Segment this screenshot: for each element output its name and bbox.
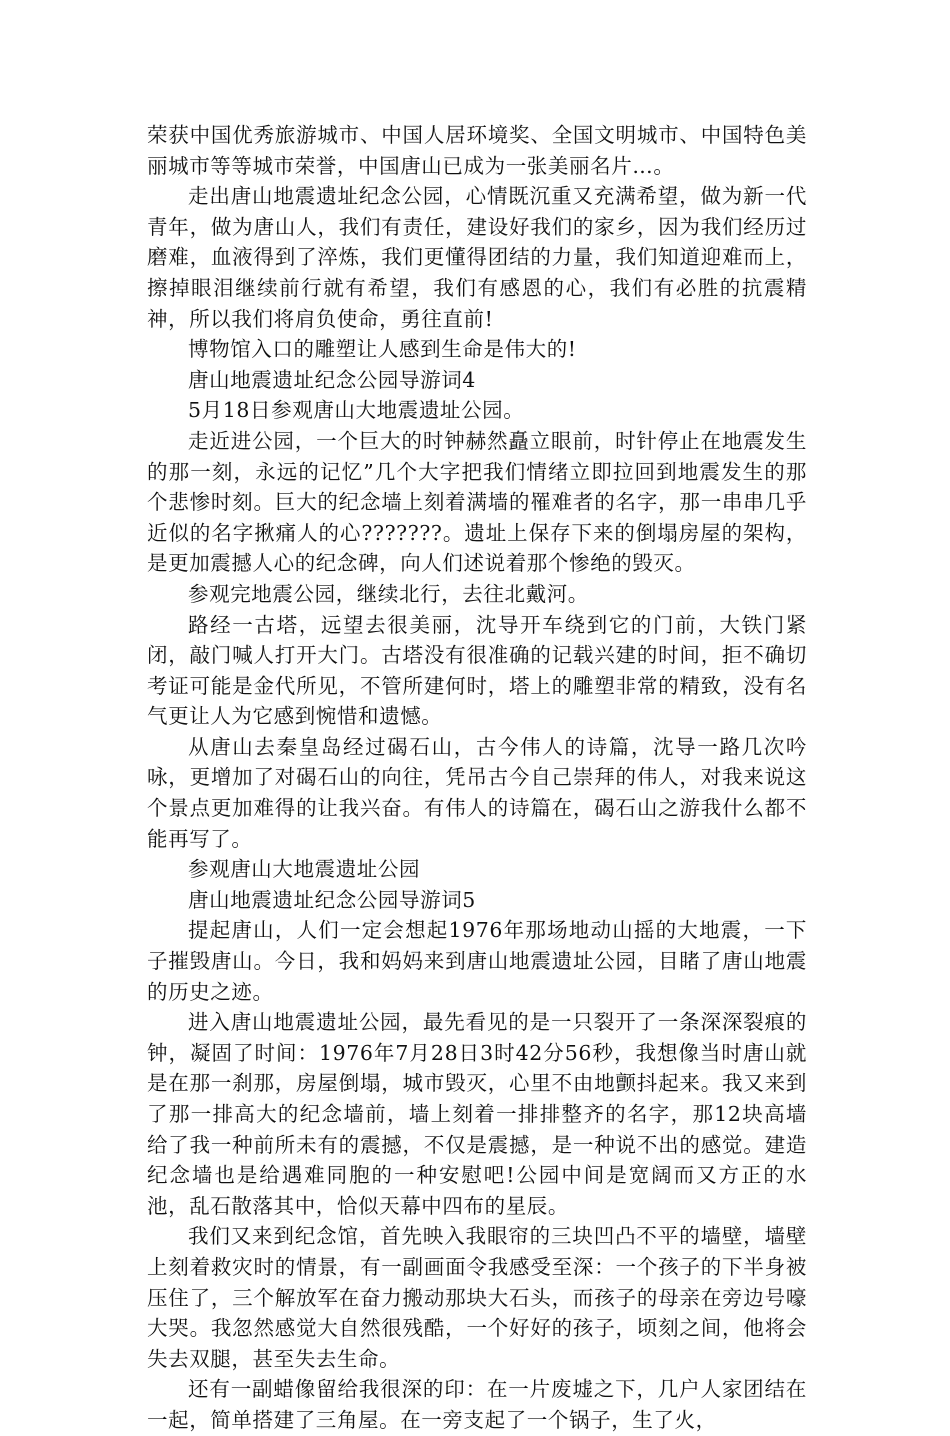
paragraph: 走出唐山地震遗址纪念公园，心情既沉重又充满希望，做为新一代青年，做为唐山人，我们有责任，建设好我们的家乡，因为我们经历过磨难，血液得到了淬炼，我们更懂得团结的力量，我们知道迎难而上，擦掉眼泪继续前行就有希望，我们有感恩的心，我们有必胜的抗震精神，所以我们将肩负使命，勇往直前!	[147, 184, 807, 331]
paragraph: 提起唐山，人们一定会想起1976年那场地动山摇的大地震，一下子摧毁唐山。今日，我和妈妈来到唐山地震遗址公园，目睹了唐山地震的历史之迹。	[147, 918, 807, 1004]
paragraph: 参观唐山大地震遗址公园	[188, 857, 421, 882]
paragraph: 我们又来到纪念馆，首先映入我眼帘的三块凹凸不平的墙壁，墙壁上刻着救灾时的情景，有一副画面令我感受至深：一个孩子的下半身被压住了，三个解放军在奋力搬动那块大石头，而孩子的母亲在旁边号嚎大哭。我忽然感觉大自然很残酷，一个好好的孩子，顷刻之间，他将会失去双腿，甚至失去生命。	[147, 1224, 807, 1371]
section-heading: 唐山地震遗址纪念公园导游词5	[188, 887, 476, 912]
section-heading: 唐山地震遗址纪念公园导游词4	[188, 367, 476, 392]
paragraph: 荣获中国优秀旅游城市、中国人居环境奖、全国文明城市、中国特色美丽城市等等城市荣誉，中国唐山已成为一张美丽名片…。	[147, 123, 807, 178]
paragraph: 路经一古塔，远望去很美丽，沈导开车绕到它的门前，大铁门紧闭，敲门喊人打开大门。古塔没有很准确的记载兴建的时间，拒不确切考证可能是金代所见，不管所建何时，塔上的雕塑非常的精致，没有名气更让人为它感到惋惜和遗憾。	[147, 612, 807, 729]
paragraph: 还有一副蜡像留给我很深的印：在一片废墟之下，几户人家团结在一起，简单搭建了三角屋。在一旁支起了一个锅子，生了火，	[147, 1377, 807, 1432]
paragraph: 博物馆入口的雕塑让人感到生命是伟大的!	[188, 337, 577, 362]
paragraph: 走近进公园，一个巨大的时钟赫然矗立眼前，时针停止在地震发生的那一刻，永远的记忆”几个大字把我们情绪立即拉回到地震发生的那个悲惨时刻。巨大的纪念墙上刻着满墙的罹难者的名字，那一串串几乎近似的名字揪痛人的心???????。遗址上保存下来的倒塌房屋的架构，是更加震撼人心的纪念碑，向人们述说着那个惨绝的毁灭。	[147, 428, 807, 576]
paragraph: 进入唐山地震遗址公园，最先看见的是一只裂开了一条深深裂痕的钟，凝固了时间：1976年7月28日3时42分56秒，我想像当时唐山就是在那一刹那，房屋倒塌，城市毁灭，心里不由地颤抖起来。我又来到了那一排高大的纪念墙前，墙上刻着一排排整齐的名字，那12块高墙给了我一种前所未有的震撼，不仅是震撼，是一种说不出的感觉。建造纪念墙也是给遇难同胞的一种安慰吧!公园中间是宽阔而又方正的水池，乱石散落其中，恰似天幕中四布的星辰。	[147, 1010, 807, 1218]
paragraph: 5月18日参观唐山大地震遗址公园。	[188, 398, 525, 423]
document-page	[147, 120, 807, 1436]
paragraph: 从唐山去秦皇岛经过碣石山，古今伟人的诗篇，沈导一路几次吟咏，更增加了对碣石山的向往，凭吊古今自己崇拜的伟人，对我来说这个景点更加难得的让我兴奋。有伟人的诗篇在，碣石山之游我什么都不能再写了。	[147, 734, 807, 851]
paragraph: 参观完地震公园，继续北行，去往北戴河。	[188, 581, 589, 606]
